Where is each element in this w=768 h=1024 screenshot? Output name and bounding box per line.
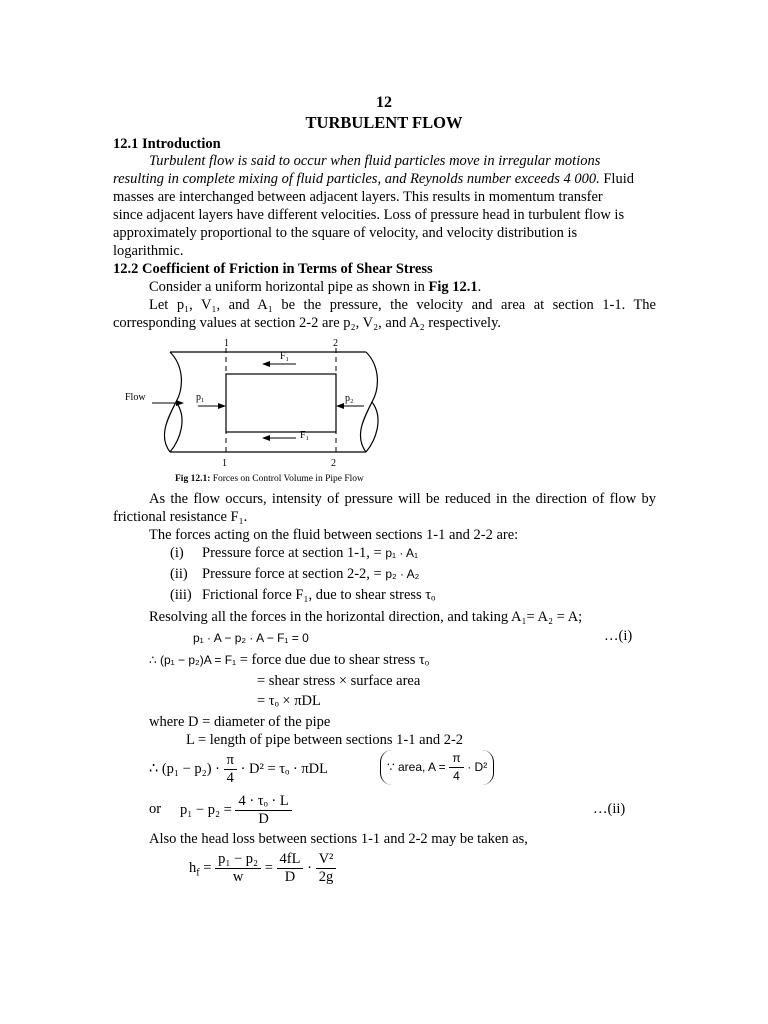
- figure-section-1-top: 1: [224, 338, 229, 349]
- equation-5-left: ∴ (p₁ − p₂) ·: [149, 760, 220, 777]
- equation-7-numerator-1: p₁ − p₂: [215, 851, 261, 869]
- figure-f1-top-label: F₁: [280, 351, 290, 362]
- intro-line-4: since adjacent layers have different velocities. Loss of pressure head in turbulent flow is: [113, 207, 625, 223]
- list-item-2: [202, 566, 419, 583]
- f1-top-arrowhead: [262, 361, 270, 367]
- p2-arrowhead: [336, 403, 344, 409]
- equation-7: $h_f$ = $\frac{\text{p₁ − p₂}}{w}$ = $\frac{4fL}{D}$ · $\frac{\text{V²}}{2g}$: [189, 851, 336, 886]
- list-item-3-number: (iii): [170, 587, 192, 603]
- equation-7-fraction-1: [215, 851, 261, 886]
- equation-5-denominator: 4: [226, 770, 234, 786]
- equation-7-left: h: [189, 859, 197, 876]
- list-item-2-number: (ii): [170, 566, 188, 582]
- consider-line: Consider a uniform horizontal pipe as shown in Fig 12.1.: [149, 279, 482, 295]
- headloss-line: Also the head loss between sections 1-1 and 2-2 may be taken as,: [149, 831, 528, 847]
- intro-line-2-tail: Fluid: [599, 171, 634, 187]
- equation-2: [149, 652, 429, 669]
- list-item-1-number: (i): [170, 545, 184, 561]
- equation-7-numerator-3: V²: [316, 851, 337, 869]
- equation-7-denominator-1: w: [232, 869, 244, 885]
- intro-line-5: approximately proportional to the square of velocity, and velocity distribution is: [113, 225, 578, 241]
- equation-5-note-denominator: 4: [453, 769, 460, 783]
- figure-section-2-top: 2: [333, 338, 338, 349]
- figure-p1-label: p₁: [196, 392, 205, 403]
- equation-1-tag: …(i): [604, 628, 633, 644]
- equation-5-numerator: π: [224, 752, 237, 770]
- equation-5-note: [380, 750, 494, 785]
- equation-5-note-fraction: [449, 750, 463, 785]
- section-heading-coefficient: 12.2 Coefficient of Friction in Terms of Shear Stress: [113, 261, 433, 277]
- intro-line-6: logarithmic.: [113, 243, 184, 259]
- figure-section-1-bottom: 1: [222, 458, 227, 469]
- resolving-line: Resolving all the forces in the horizontal direction, and taking A₁= A₂ = A;: [149, 609, 583, 625]
- equation-6: [180, 793, 292, 828]
- flow-line-1: As the flow occurs, intensity of pressure will be reduced in the direction of flow by: [149, 491, 656, 507]
- equation-7-subscript: f: [196, 867, 200, 879]
- equation-4: = τₒ × πDL: [257, 693, 321, 709]
- figure-caption: [175, 474, 364, 484]
- section-heading-introduction: 12.1 Introduction: [113, 136, 221, 152]
- let-line: Let p₁, V₁, and A₁ be the pressure, the velocity and area at section 1-1. The: [149, 297, 656, 313]
- equation-6-fraction: [235, 793, 291, 828]
- equation-6-numerator: 4 · τₒ · L: [235, 793, 291, 811]
- equation-7-fraction-2: [277, 851, 304, 886]
- flow-line-2: frictional resistance F₁.: [113, 509, 248, 525]
- figure-caption-text: Forces on Control Volume in Pipe Flow: [210, 474, 364, 484]
- control-volume-box: [226, 374, 336, 432]
- equation-6-or: or: [149, 801, 162, 817]
- equation-7-fraction-3: [316, 851, 337, 886]
- equation-5-note-pre: ∵ area, A =: [387, 759, 446, 774]
- figure-f1-bottom-label: F₁: [300, 430, 310, 441]
- f1-bottom-arrowhead: [262, 435, 270, 441]
- list-item-1: [202, 545, 418, 562]
- chapter-title: TURBULENT FLOW: [305, 113, 463, 132]
- consider-text: Consider a uniform horizontal pipe as shown in: [149, 279, 429, 295]
- equation-5: [149, 752, 328, 787]
- equation-7-denominator-2: D: [284, 869, 296, 885]
- equation-5-right: · D² = τₒ · πDL: [240, 760, 329, 777]
- figure-flow-label: Flow: [125, 392, 146, 403]
- fig-ref: Fig 12.1: [428, 279, 478, 295]
- list-item-1-text: Pressure force at section 1-1, =: [202, 545, 386, 561]
- equation-2-left: ∴ (p₁ − p₂)A = F₁: [149, 653, 237, 667]
- equation-7-numerator-2: 4fL: [277, 851, 304, 869]
- chapter-number: 12: [376, 94, 392, 111]
- equation-6-denominator: D: [258, 811, 269, 827]
- equation-5-fraction: [224, 752, 237, 787]
- figure-section-2-bottom: 2: [331, 458, 336, 469]
- list-item-3-text: Frictional force F₁, due to shear stress τₒ: [202, 587, 436, 603]
- flow-arrowhead: [176, 400, 184, 406]
- list-item-2-text: Pressure force at section 2-2, =: [202, 566, 386, 582]
- equation-1: p₁ · A − p₂ · A − F₁ = 0: [193, 631, 309, 645]
- intro-line-1: Turbulent flow is said to occur when fluid particles move in irregular motions: [149, 153, 601, 169]
- where-line-1: where D = diameter of the pipe: [149, 714, 331, 730]
- equation-3: = shear stress × surface area: [257, 673, 421, 689]
- equation-6-tag: …(ii): [593, 801, 626, 817]
- equation-6-left: p₁ − p₂ =: [180, 801, 232, 818]
- equation-7-denominator-3: 2g: [318, 869, 334, 885]
- where-line-2: L = length of pipe between sections 1-1 and 2-2: [186, 732, 464, 748]
- equation-5-note-numerator: π: [449, 750, 463, 768]
- figure-caption-label: Fig 12.1:: [175, 474, 211, 484]
- intro-line-2: [113, 171, 634, 188]
- list-item-1-math: p₁ · A₁: [385, 546, 419, 560]
- equation-2-right: = force due due to shear stress τₒ: [236, 652, 430, 668]
- forces-intro: The forces acting on the fluid between sections 1-1 and 2-2 are:: [149, 527, 519, 543]
- p1-arrowhead: [218, 403, 226, 409]
- list-item-2-math: p₂ · A₂: [385, 567, 420, 581]
- equation-5-note-post: · D²: [467, 759, 488, 774]
- corresponding-line: corresponding values at section 2-2 are p₂, V₂, and A₂ respectively.: [113, 315, 502, 331]
- intro-line-2-italic: resulting in complete mixing of fluid particles, and Reynolds number exceeds 4 000.: [113, 171, 600, 187]
- intro-line-3: masses are interchanged between adjacent layers. This results in momentum transfer: [113, 189, 603, 205]
- figure-p2-label: p₂: [345, 393, 354, 404]
